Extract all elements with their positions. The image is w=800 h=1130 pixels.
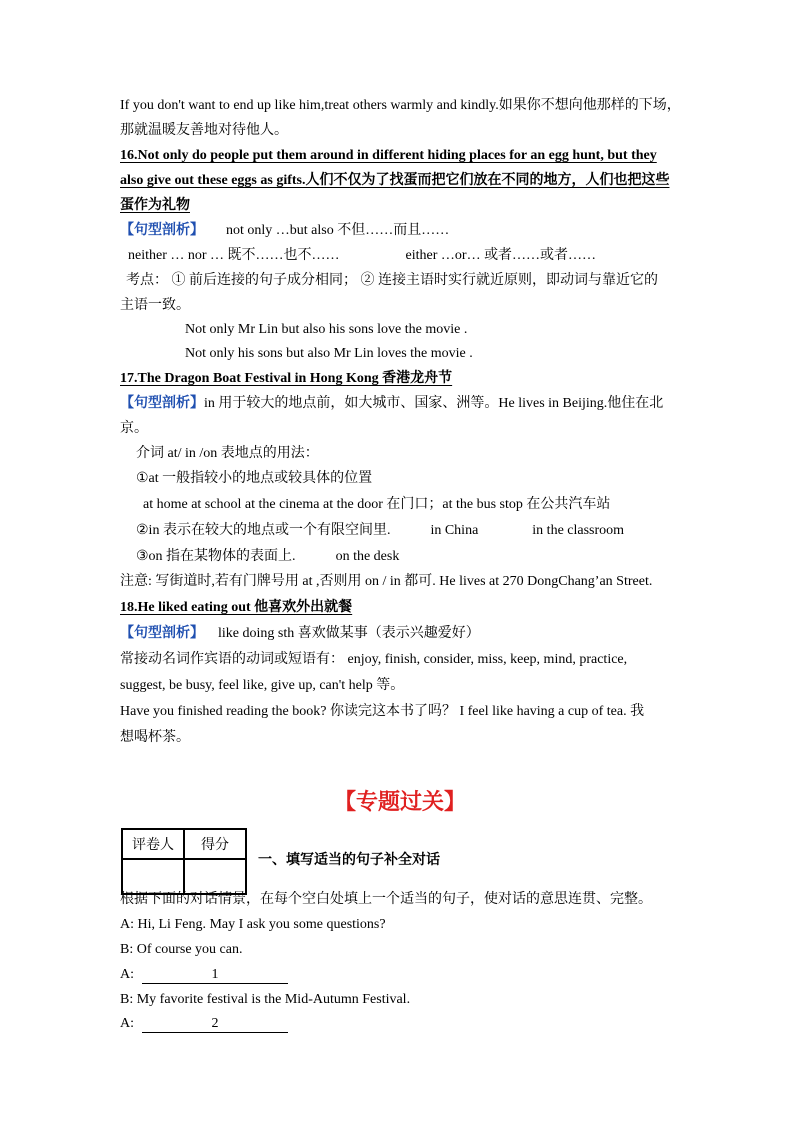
text-line: If you don't want to end up like him,treat others warmly and kindly.如果你不想向他那样的下场， bbox=[120, 98, 681, 113]
text-line: 常接动名词作宾语的动词或短语有： enjoy, finish, consider, miss, keep, mind, practice, bbox=[120, 652, 628, 667]
grader-cell bbox=[122, 859, 184, 894]
grader-header: 评卷人 bbox=[122, 829, 184, 859]
sentence-16-heading-cont bbox=[120, 171, 670, 191]
analysis-tag: 【句型剖析】 bbox=[120, 626, 204, 641]
analysis-line bbox=[120, 624, 480, 644]
speaker-label: A: bbox=[120, 967, 134, 982]
dialogue-line: B: Of course you can. bbox=[120, 942, 243, 957]
at-examples: at home at school at the cinema at the door 在门口；at the bus stop 在公共汽车站 bbox=[143, 497, 611, 512]
in-example: in China bbox=[430, 523, 479, 538]
answer-blank-2[interactable]: 2 bbox=[142, 1016, 288, 1033]
analysis-line bbox=[120, 221, 449, 241]
analysis-text: not only …but also 不但……而且…… bbox=[226, 223, 450, 238]
sentence-16-heading-end: 蛋作为礼物 bbox=[120, 198, 190, 213]
in-usage-line bbox=[136, 521, 624, 541]
either-or-text: either …or… 或者……或者…… bbox=[405, 248, 597, 263]
sentence-16-heading: 16.Not only do people put them around in different hiding places for an egg hunt, but they bbox=[120, 148, 657, 163]
sentence-16-chinese: 人们不仅为了找蛋而把它们放在不同的地方，人们也把这些 bbox=[305, 173, 670, 188]
neither-either-line bbox=[128, 246, 596, 266]
score-table bbox=[121, 828, 247, 895]
dialogue-blank-line bbox=[120, 1014, 288, 1034]
section-heading: 一、填写适当的句子补全对话 bbox=[258, 852, 440, 868]
on-usage-line bbox=[136, 547, 399, 567]
analysis-tag: 【句型剖析】 bbox=[120, 396, 204, 411]
dialogue-line: B: My favorite festival is the Mid-Autumn Festival. bbox=[120, 992, 411, 1007]
prep-usage-heading: 介词 at/ in /on 表地点的用法： bbox=[136, 446, 319, 461]
analysis-tag: 【句型剖析】 bbox=[120, 223, 204, 238]
dialogue-blank-line bbox=[120, 965, 288, 985]
section-title: 【专题过关】 bbox=[333, 790, 466, 815]
test-point-line-cont: 主语一致。 bbox=[120, 298, 190, 313]
dialogue-line: A: Hi, Li Feng. May I ask you some questions? bbox=[120, 917, 386, 932]
sentence-18-heading: 18.He liked eating out 他喜欢外出就餐 bbox=[120, 600, 353, 615]
instructions: 根据下面的对话情景，在每个空白处填上一个适当的句子，使对话的意思连贯、完整。 bbox=[120, 892, 652, 907]
neither-nor-text: neither … nor … 既不……也不…… bbox=[128, 248, 340, 263]
text-line: Have you finished reading the book? 你读完这本书了吗？ I feel like having a cup of tea. 我 bbox=[120, 704, 645, 719]
in-example: in the classroom bbox=[532, 523, 625, 538]
analysis-text: like doing sth 喜欢做某事（表示兴趣爱好） bbox=[218, 626, 480, 641]
example-sentence: Not only his sons but also Mr Lin loves the movie . bbox=[185, 346, 473, 361]
text-line: 那就温暖友善地对待他人。 bbox=[120, 123, 288, 138]
on-usage: ③on 指在某物体的表面上. bbox=[136, 549, 296, 564]
speaker-label: A: bbox=[120, 1016, 134, 1031]
test-point-line: 考点： ① 前后连接的句子成分相同； ② 连接主语时实行就近原则，即动词与靠近它的 bbox=[126, 273, 658, 288]
in-usage: ②in 表示在较大的地点或一个有限空间里. bbox=[136, 523, 391, 538]
analysis-line bbox=[120, 394, 663, 414]
text-line: 想喝杯茶。 bbox=[120, 730, 190, 745]
analysis-line-cont: 京。 bbox=[120, 421, 148, 436]
sentence-16-english: also give out these eggs as gifts. bbox=[120, 173, 306, 188]
score-cell bbox=[184, 859, 246, 894]
at-usage: ①at 一般指较小的地点或较具体的位置 bbox=[136, 471, 373, 486]
note-line: 注意: 写街道时,若有门牌号用 at ,否则用 on / in 都可. He lives at 270 DongChang’an Street. bbox=[120, 574, 653, 589]
text-line: suggest, be busy, feel like, give up, can't help 等。 bbox=[120, 678, 405, 693]
answer-blank-1[interactable]: 1 bbox=[142, 967, 288, 984]
analysis-text: in 用于较大的地点前，如大城市、国家、洲等。He lives in Beijing.他住在北 bbox=[204, 396, 664, 411]
sentence-17-heading: 17.The Dragon Boat Festival in Hong Kong 香港龙舟节 bbox=[120, 371, 453, 386]
on-example: on the desk bbox=[335, 549, 400, 564]
example-sentence: Not only Mr Lin but also his sons love the movie . bbox=[185, 322, 468, 337]
score-header: 得分 bbox=[184, 829, 246, 859]
